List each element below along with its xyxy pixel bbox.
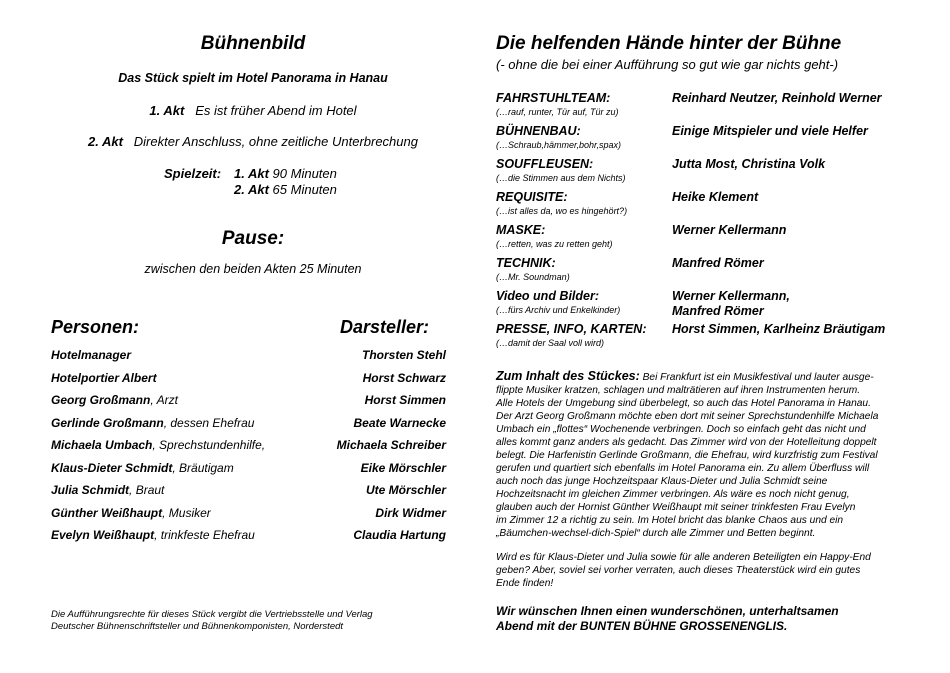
crew-names	[672, 124, 868, 139]
crew-note: (…Mr. Soundman)	[496, 272, 570, 282]
helpers-heading: Die helfenden Hände hinter der Bühne	[496, 33, 842, 54]
crew-names-line: Jutta Most, Christina Volk	[672, 157, 826, 171]
character-name: Hotelmanager	[51, 348, 132, 362]
crew-note: (…rauf, runter, Tür auf, Tür zu)	[496, 107, 619, 117]
synopsis	[496, 370, 916, 540]
act-1-label: 1. Akt	[149, 103, 185, 118]
actor-name: Beate Warnecke	[353, 415, 446, 430]
act-2-line	[0, 134, 506, 149]
crew-names	[672, 256, 764, 271]
synopsis-line: Hochzeitsnacht im gleichen Zimmer verbringen. Als wäre es noch nicht genug,	[496, 489, 850, 500]
cast-row	[51, 506, 446, 529]
crew-names-line-2: Manfred Römer	[672, 304, 764, 318]
act-2-text: Direkter Anschluss, ohne zeitliche Unterbrechung	[133, 134, 418, 149]
synopsis-line	[496, 370, 916, 384]
crew-names-line: Werner Kellermann,	[672, 289, 790, 303]
crew-note: (…damit der Saal voll wird)	[496, 338, 605, 348]
crew-row	[496, 124, 936, 157]
crew-role: MASKE:	[496, 223, 546, 237]
actor-name: Ute Mörschler	[365, 483, 446, 497]
cast-row	[51, 393, 446, 416]
synopsis-line: auch noch das junge Hochzeitspaar Klaus-Dieter und Julia Schmidt seine	[496, 476, 828, 487]
synopsis-line: Alle Hotels der Umgebung sind überbelegt, so auch das Hotel Panorama in Hanau.	[496, 398, 871, 409]
crew-row	[496, 190, 936, 223]
actor-name: Claudia Hartung	[353, 528, 446, 542]
ending-line: Ende finden!	[496, 578, 554, 589]
crew-role: BÜHNENBAU:	[496, 124, 581, 138]
synopsis-line: flippte Musiker kratzen, schlagen und malträtieren auf ihren Instrumenten herum.	[496, 385, 861, 396]
cast-role	[51, 371, 157, 385]
cast-role	[51, 528, 255, 542]
playtime-act-2: 2. Akt	[234, 182, 269, 197]
cast-row	[51, 483, 446, 506]
crew-names-line: Werner Kellermann	[672, 223, 787, 237]
act-2-label: 2. Akt	[88, 134, 123, 149]
crew-names-line: Einige Mitspieler und viele Helfer	[672, 124, 868, 138]
cast-row	[51, 438, 446, 461]
act-1-text: Es ist früher Abend im Hotel	[195, 103, 357, 118]
crew-names	[672, 289, 790, 319]
rights-note	[51, 609, 373, 633]
actor-name: Michaela Schreiber	[336, 438, 446, 452]
helpers-subtitle: (- ohne die bei einer Aufführung so gut wie gar nichts geht-)	[496, 57, 839, 72]
crew-role: Video und Bilder:	[496, 289, 600, 303]
crew-note: (…die Stimmen aus dem Nichts)	[496, 173, 626, 183]
wish-line-2: Abend mit der BUNTEN BÜHNE GROSSENENGLIS.	[496, 619, 788, 633]
cast-role	[51, 348, 131, 362]
actor-name: Horst Simmen	[364, 393, 446, 407]
crew-note: (…ist alles da, wo es hingehört?)	[496, 206, 628, 216]
character-desc: , Braut	[129, 483, 165, 497]
personen-heading: Personen:	[51, 317, 140, 337]
ending-line: Wird es für Klaus-Dieter und Julia sowie für alle anderen Beteiligten ein Happy-End	[496, 552, 871, 563]
synopsis-line: im Zimmer 12 a richtig zu sein. Im Hotel bricht das blanke Chaos aus und ein	[496, 515, 844, 526]
pause-text: zwischen den beiden Akten 25 Minuten	[144, 262, 362, 276]
act-1-line	[0, 103, 506, 118]
cast-row	[51, 528, 446, 551]
playtime-line-2	[234, 182, 337, 197]
crew-names-line: Manfred Römer	[672, 256, 764, 270]
character-name: Gerlinde Großmann	[51, 415, 164, 430]
character-desc: , dessen Ehefrau	[163, 415, 255, 430]
crew-row	[496, 91, 936, 124]
wish-line-1: Wir wünschen Ihnen einen wunderschönen, unterhaltsamen	[496, 604, 839, 618]
crew-role: SOUFFLEUSEN:	[496, 157, 594, 171]
cast-row	[51, 371, 446, 394]
rights-line-1: Die Aufführungsrechte für dieses Stück vergibt die Vertriebsstelle und Verlag	[51, 609, 373, 620]
cast-row	[51, 416, 446, 439]
cast-role	[51, 393, 178, 407]
crew-names-line: Horst Simmen, Karlheinz Bräutigam	[672, 322, 886, 336]
character-name: Georg Großmann	[51, 393, 151, 407]
character-name: Michaela Umbach	[51, 438, 153, 452]
playtime-line-1	[164, 166, 337, 181]
cast-role	[51, 461, 234, 475]
synopsis-line: Umbach ein „flottes“ Wochenende verbringen. Doch so einfach geht das nicht und	[496, 424, 866, 435]
crew-names	[672, 190, 758, 205]
synopsis-text: Bei Frankfurt ist ein Musikfestival und lauter ausge-	[639, 372, 874, 383]
crew-row	[496, 289, 936, 322]
crew-role: REQUISITE:	[496, 190, 568, 204]
synopsis-line: belegt. Die Harfenistin Gerlinde Großmann, die Ehefrau, wird kurzfristig zum Festival	[496, 450, 878, 461]
pause-heading: Pause:	[221, 228, 285, 249]
cast-row	[51, 461, 446, 484]
character-desc: , Sprechstundenhilfe,	[152, 438, 266, 452]
synopsis-heading: Zum Inhalt des Stückes:	[496, 369, 640, 383]
character-desc: , Musiker	[162, 505, 211, 520]
cast-role	[51, 438, 265, 452]
closing-wish	[496, 604, 936, 634]
crew-row	[496, 322, 936, 355]
character-name: Klaus-Dieter Schmidt	[51, 460, 173, 475]
cast-list	[51, 348, 446, 551]
crew-note: (…fürs Archiv und Enkelkinder)	[496, 305, 621, 315]
cast-row	[51, 348, 446, 371]
playtime-act-2-duration: 65 Minuten	[272, 182, 337, 197]
actor-name: Eike Mörschler	[360, 460, 446, 475]
crew-names	[672, 157, 825, 172]
character-name: Hotelportier Albert	[51, 370, 157, 385]
cast-role	[51, 506, 211, 520]
character-desc: , trinkfeste Ehefrau	[154, 528, 255, 542]
crew-role: FAHRSTUHLTEAM:	[496, 91, 611, 105]
rights-line-2: Deutscher Bühnenschriftsteller und Bühnenkomponisten, Norderstedt	[51, 621, 344, 632]
character-desc: , Arzt	[150, 393, 178, 407]
playtime-act-1: 1. Akt	[234, 166, 269, 181]
character-desc: , Bräutigam	[172, 460, 234, 475]
synopsis-ending	[496, 551, 916, 590]
crew-names	[672, 223, 786, 238]
crew-row	[496, 157, 936, 190]
synopsis-line: glauben auch der Hornist Günther Weißhaupt mit seiner trinkfesten Frau Evelyn	[496, 502, 856, 513]
actor-name: Horst Schwarz	[362, 370, 446, 385]
right-page	[475, 0, 950, 673]
actor-name: Thorsten Stehl	[361, 348, 446, 362]
crew-role: PRESSE, INFO, KARTEN:	[496, 322, 647, 336]
cast-role	[51, 483, 164, 497]
character-name: Evelyn Weißhaupt	[51, 528, 155, 542]
synopsis-line: alles kommt ganz anders als gedacht. Das Zimmer wird von der Hotelleitung doppelt	[496, 437, 877, 448]
synopsis-line: Der Arzt Georg Großmann möchte eben dort mit seiner Sprechstundenhilfe Michaela	[496, 411, 879, 422]
crew-note: (…retten, was zu retten geht)	[496, 239, 613, 249]
crew-names	[672, 91, 882, 106]
cast-role	[51, 416, 254, 430]
synopsis-line: „Bäumchen-wechsel-dich-Spiel“ durch alle Zimmer und Betten beginnt.	[496, 528, 816, 539]
playtime-label: Spielzeit:	[164, 166, 222, 181]
crew-list	[496, 91, 936, 355]
synopsis-line: gerufen und quartiert sich ebenfalls im Hotel Panorama ein. Zu allem Überfluss will	[496, 463, 870, 474]
crew-names-line: Heike Klement	[672, 190, 759, 204]
crew-row	[496, 223, 936, 256]
character-name: Julia Schmidt	[51, 483, 130, 497]
playtime-act-1-duration: 90 Minuten	[272, 166, 337, 181]
ending-line: geben? Aber, soviel sei vorher verraten, auch dieses Theaterstück wird ein gutes	[496, 565, 861, 576]
crew-role: TECHNIK:	[496, 256, 556, 270]
crew-note: (…Schraub,hämmer,bohr,spax)	[496, 140, 622, 150]
buehnenbild-heading: Bühnenbild	[200, 33, 306, 54]
crew-names	[672, 322, 885, 337]
crew-row	[496, 256, 936, 289]
character-name: Günther Weißhaupt	[51, 505, 163, 520]
actor-name: Dirk Widmer	[375, 505, 446, 520]
darsteller-heading: Darsteller:	[340, 317, 430, 337]
crew-names-line: Reinhard Neutzer, Reinhold Werner	[672, 91, 882, 105]
setting-line: Das Stück spielt im Hotel Panorama in Hanau	[118, 71, 388, 85]
